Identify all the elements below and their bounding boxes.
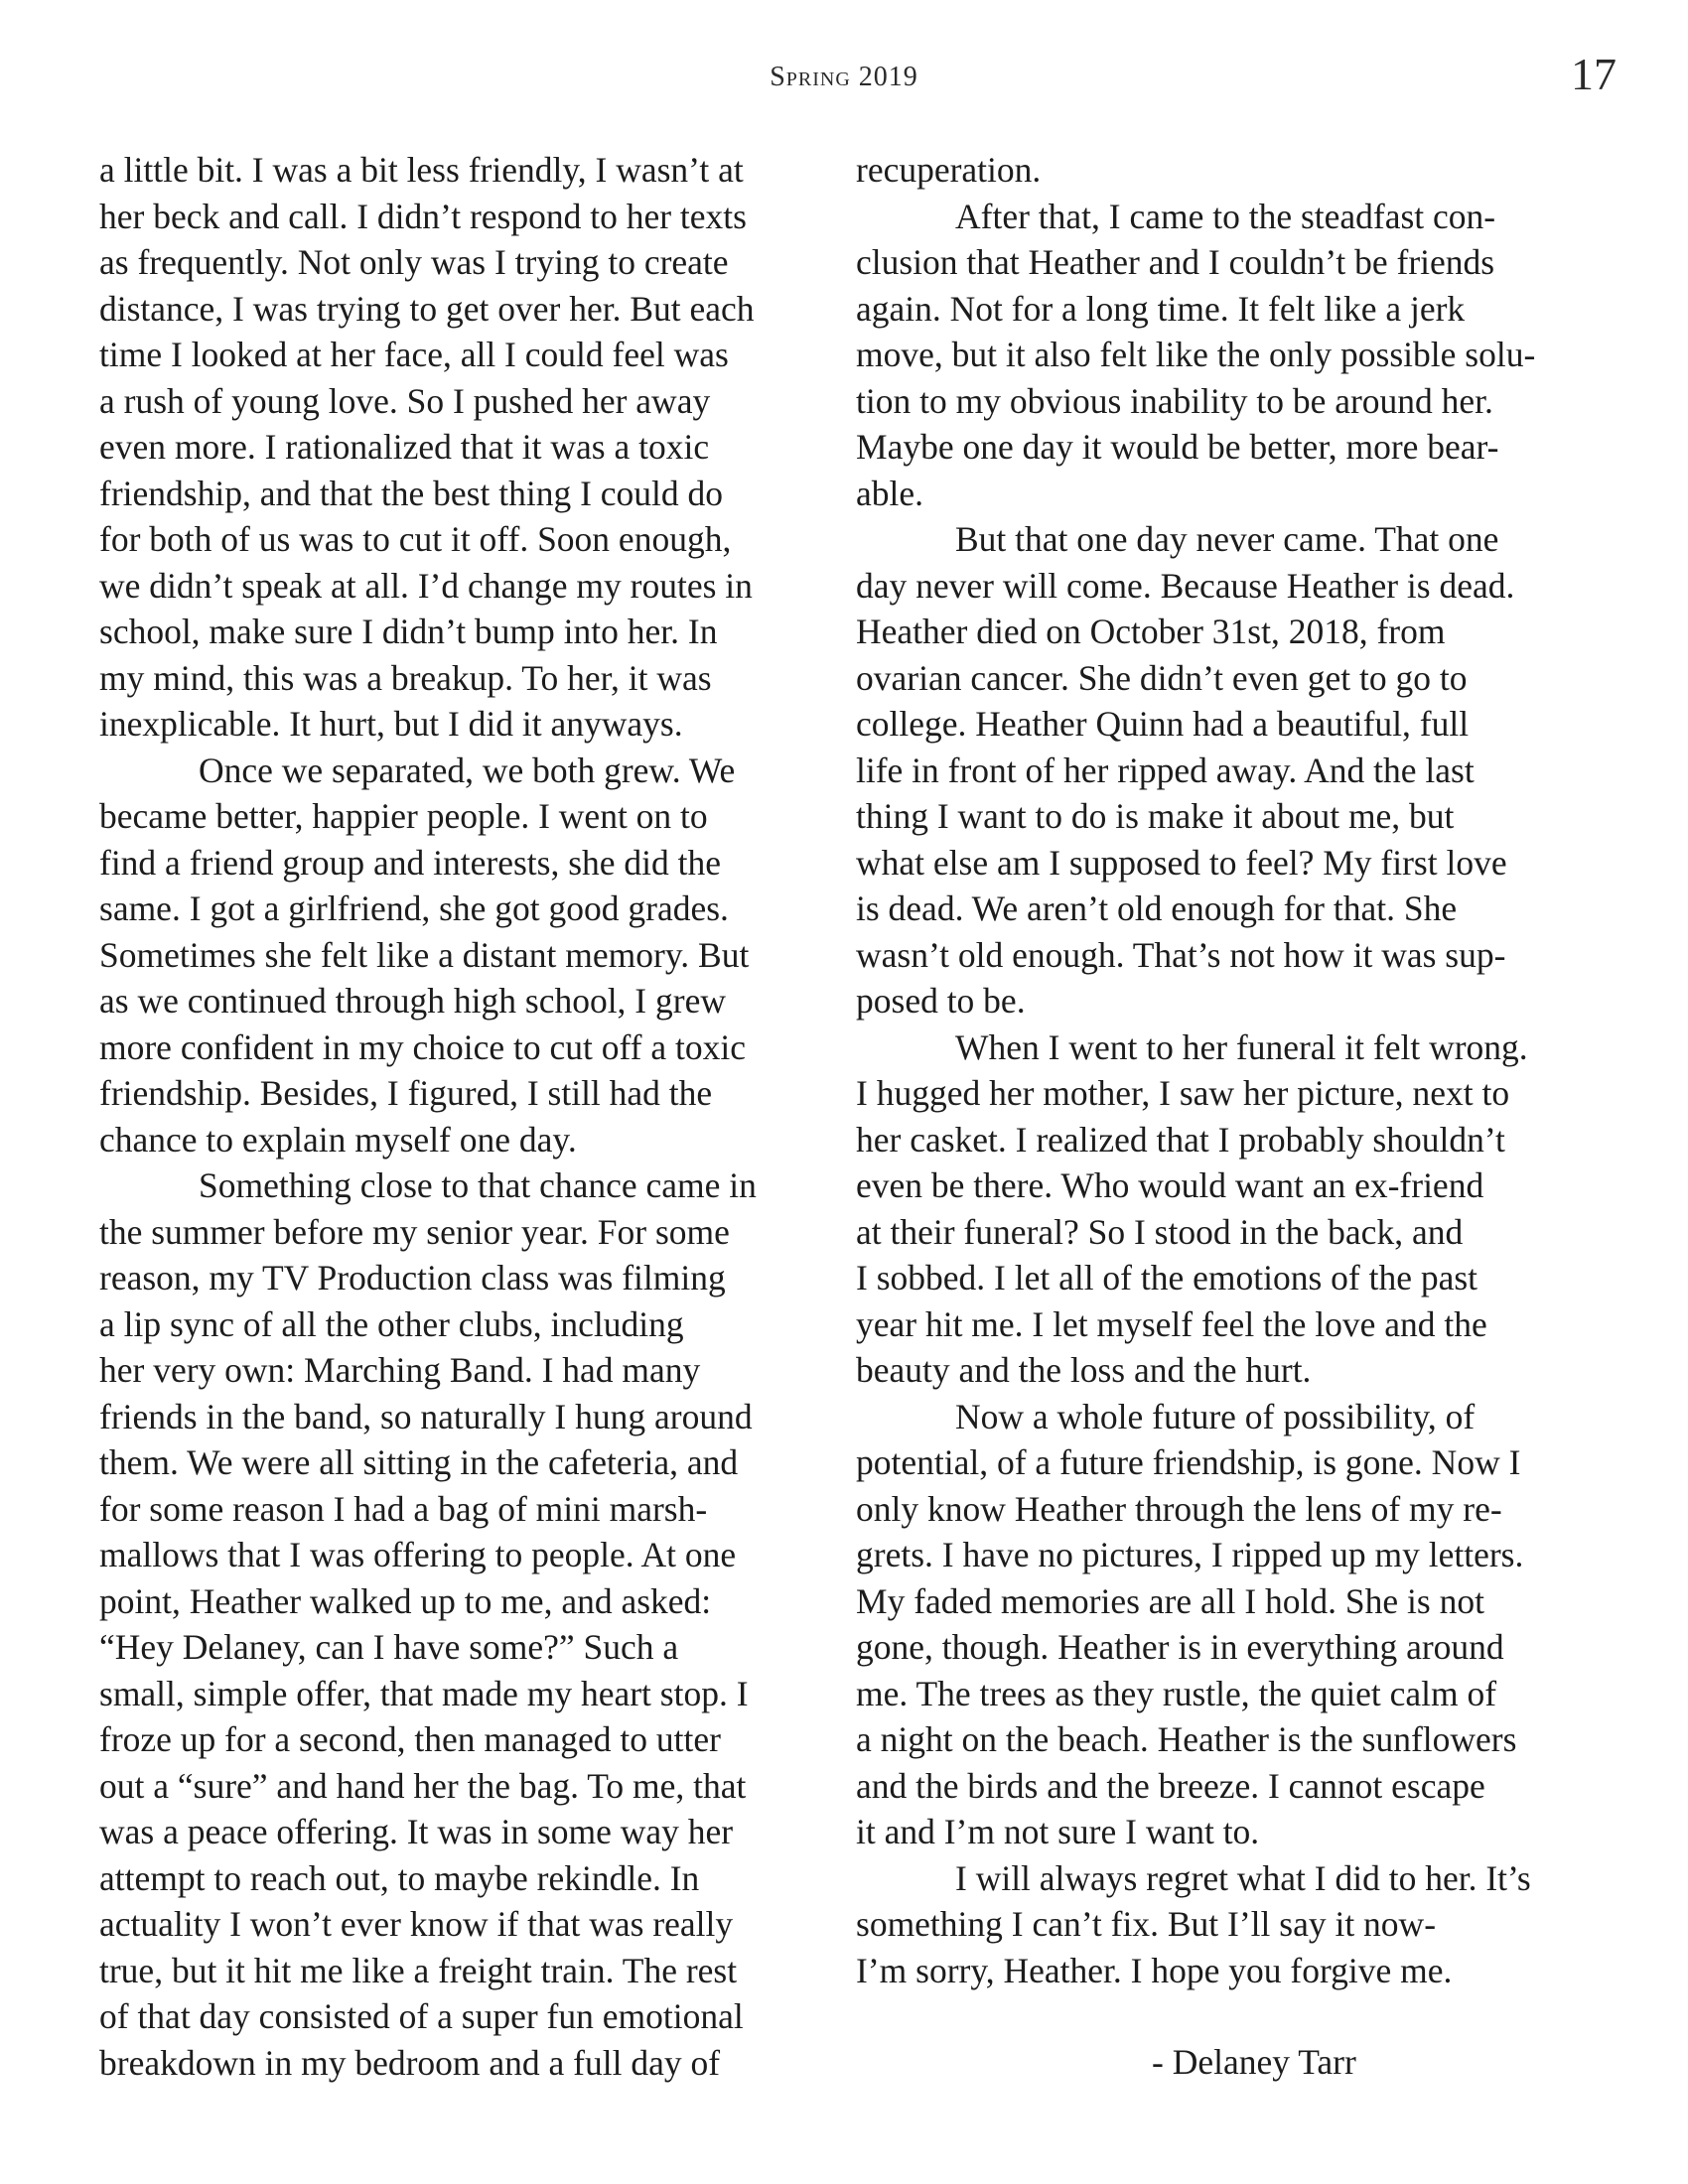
text-line: for both of us was to cut it off. Soon enough,: [99, 519, 732, 559]
text-line: school, make sure I didn’t bump into her. In: [99, 612, 718, 651]
text-line: I’m sorry, Heather. I hope you forgive me.: [856, 1950, 1453, 1990]
text-line: ovarian cancer. She didn’t even get to go to: [856, 657, 1468, 698]
text-line: potential, of a future friendship, is gone. Now I: [856, 1442, 1521, 1482]
text-line: day never will come. Because Heather is dead.: [856, 565, 1515, 606]
text-line: life in front of her ripped away. And the last: [856, 750, 1475, 790]
text-line: again. Not for a long time. It felt like a jerk: [856, 288, 1466, 329]
text-line: tion to my obvious inability to be around her.: [856, 380, 1493, 421]
right-text-column: [856, 147, 1586, 2086]
text-line: the summer before my senior year. For some: [99, 1211, 730, 1252]
text-line: what else am I supposed to feel? My first love: [856, 842, 1507, 883]
text-line: it and I’m not sure I want to.: [856, 1812, 1260, 1851]
text-line: more confident in my choice to cut off a toxic: [99, 1026, 746, 1067]
text-line: find a friend group and interests, she did the: [99, 842, 722, 883]
text-line: out a “sure” and hand her the bag. To me, that: [99, 1765, 747, 1806]
text-line: able.: [856, 473, 924, 513]
text-line: of that day consisted of a super fun emotional: [99, 1996, 744, 2036]
text-line: at their funeral? So I stood in the back, and: [856, 1211, 1464, 1252]
text-line: her casket. I realized that I probably shouldn’t: [856, 1119, 1505, 1160]
text-line: froze up for a second, then managed to utter: [99, 1719, 721, 1759]
text-line: small, simple offer, that made my heart stop. I: [99, 1673, 749, 1713]
text-line: recuperation.: [856, 150, 1042, 190]
text-line: same. I got a girlfriend, she got good grades.: [99, 888, 729, 928]
text-line: time I looked at her face, all I could feel was: [99, 335, 729, 374]
text-line: distance, I was trying to get over her. But each: [99, 288, 755, 329]
text-line: point, Heather walked up to me, and asked:: [99, 1580, 712, 1621]
text-line: even be there. Who would want an ex-friend: [856, 1165, 1484, 1205]
text-line: wasn’t old enough. That’s not how it was sup-: [856, 934, 1506, 975]
text-line: inexplicable. It hurt, but I did it anyways.: [99, 704, 683, 744]
text-line: “Hey Delaney, can I have some?” Such a: [99, 1627, 679, 1667]
text-line: grets. I have no pictures, I ripped up my letters.: [856, 1535, 1524, 1574]
text-line: them. We were all sitting in the cafeteria, and: [99, 1442, 739, 1482]
text-line: as frequently. Not only was I trying to create: [99, 242, 729, 282]
text-line: attempt to reach out, to maybe rekindle. In: [99, 1857, 700, 1898]
text-line: breakdown in my bedroom and a full day of: [99, 2042, 721, 2083]
text-line: move, but it also felt like the only possible solu-: [856, 335, 1536, 374]
text-line: My faded memories are all I hold. She is not: [856, 1580, 1484, 1621]
text-line: reason, my TV Production class was filming: [99, 1258, 726, 1297]
text-line: friendship, and that the best thing I could do: [99, 473, 724, 513]
text-line: I hugged her mother, I saw her picture, next to: [856, 1073, 1510, 1113]
text-line: posed to be.: [856, 981, 1026, 1021]
text-line: year hit me. I let myself feel the love and the: [856, 1303, 1487, 1344]
text-line: But that one day never came. That one: [955, 519, 1499, 559]
text-line: After that, I came to the steadfast con-: [955, 196, 1496, 236]
text-line: mallows that I was offering to people. At one: [99, 1535, 737, 1574]
text-line: my mind, this was a breakup. To her, it was: [99, 657, 712, 698]
text-line: Sometimes she felt like a distant memory. But: [99, 934, 750, 975]
text-line: even more. I rationalized that it was a toxic: [99, 427, 710, 467]
text-line: we didn’t speak at all. I’d change my routes in: [99, 565, 753, 606]
text-line: is dead. We aren’t old enough for that. She: [856, 888, 1458, 928]
text-line: a lip sync of all the other clubs, including: [99, 1303, 684, 1344]
text-line: a night on the beach. Heather is the sunflowers: [856, 1719, 1517, 1759]
text-line: true, but it hit me like a freight train. The rest: [99, 1950, 738, 1990]
text-line: only know Heather through the lens of my re-: [856, 1488, 1502, 1529]
text-line: Something close to that chance came in: [199, 1165, 757, 1205]
text-line: clusion that Heather and I couldn’t be friends: [856, 242, 1495, 282]
text-line: a rush of young love. So I pushed her away: [99, 380, 711, 421]
text-line: Now a whole future of possibility, of: [955, 1396, 1476, 1436]
text-line: me. The trees as they rustle, the quiet calm of: [856, 1673, 1497, 1713]
author-signature: - Delaney Tarr: [1152, 2042, 1356, 2082]
text-line: Once we separated, we both grew. We: [199, 750, 736, 790]
text-line: became better, happier people. I went on to: [99, 796, 708, 836]
text-line: her beck and call. I didn’t respond to her texts: [99, 196, 747, 236]
text-line: for some reason I had a bag of mini marsh-: [99, 1488, 708, 1529]
text-line: friendship. Besides, I figured, I still had the: [99, 1073, 713, 1113]
text-line: actuality I won’t ever know if that was really: [99, 1904, 734, 1944]
text-line: was a peace offering. It was in some way her: [99, 1812, 734, 1851]
text-line: I sobbed. I let all of the emotions of the past: [856, 1258, 1478, 1297]
text-line: I will always regret what I did to her. It’s: [955, 1857, 1531, 1898]
running-head-title: Spring 2019: [770, 62, 918, 92]
text-line: a little bit. I was a bit less friendly, I wasn’t at: [99, 150, 744, 190]
left-text-column: [99, 147, 829, 2086]
text-line: gone, though. Heather is in everything around: [856, 1627, 1504, 1667]
text-line: her very own: Marching Band. I had many: [99, 1350, 701, 1390]
text-line: Maybe one day it would be better, more bear-: [856, 427, 1499, 467]
text-line: beauty and the loss and the hurt.: [856, 1350, 1312, 1390]
text-line: as we continued through high school, I grew: [99, 981, 726, 1021]
text-line: something I can’t fix. But I’ll say it now-: [856, 1904, 1437, 1944]
page-number: 17: [1571, 49, 1617, 99]
text-line: chance to explain myself one day.: [99, 1119, 577, 1160]
text-line: and the birds and the breeze. I cannot escape: [856, 1765, 1485, 1806]
text-line: thing I want to do is make it about me, but: [856, 796, 1455, 836]
text-line: When I went to her funeral it felt wrong.: [955, 1026, 1528, 1067]
text-line: college. Heather Quinn had a beautiful, full: [856, 704, 1470, 744]
text-line: friends in the band, so naturally I hung around: [99, 1396, 753, 1436]
text-line: Heather died on October 31st, 2018, from: [856, 612, 1446, 651]
